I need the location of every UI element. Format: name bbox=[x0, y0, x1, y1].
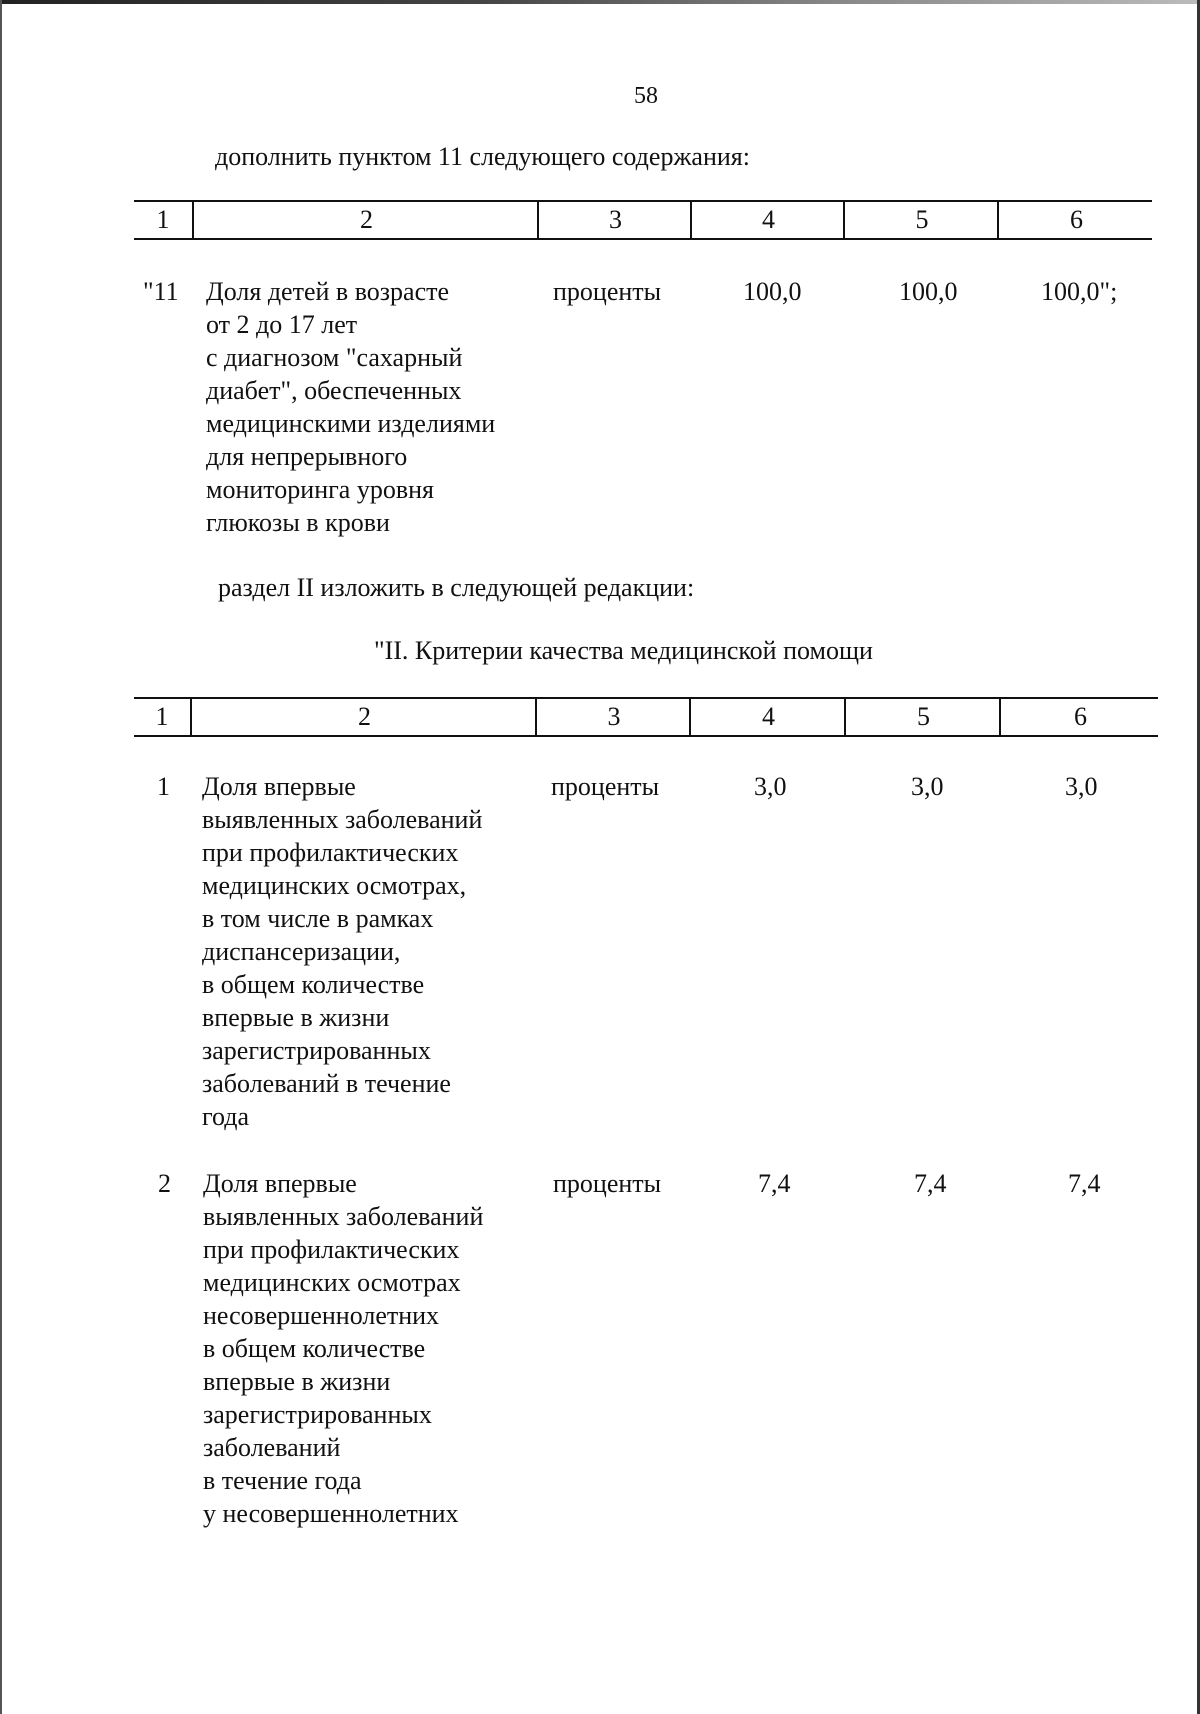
description-line: медицинскими изделиями bbox=[206, 409, 496, 438]
row-description bbox=[203, 1167, 483, 1530]
description-line: Доля детей в возрасте bbox=[206, 277, 450, 306]
description-line: года bbox=[202, 1102, 250, 1131]
header-col-2: 2 bbox=[190, 699, 537, 735]
header-col-5: 5 bbox=[843, 202, 999, 238]
description-line: выявленных заболеваний bbox=[203, 1202, 484, 1231]
row-description bbox=[202, 770, 482, 1133]
description-line: от 2 до 17 лет bbox=[206, 310, 358, 339]
row-value-col4: 100,0 bbox=[743, 277, 802, 306]
row-value-col6: 3,0 bbox=[1065, 772, 1098, 801]
row-description bbox=[206, 275, 495, 539]
description-line: мониторинга уровня bbox=[206, 475, 434, 504]
header-col-1: 1 bbox=[156, 205, 170, 234]
description-line: глюкозы в крови bbox=[206, 508, 390, 537]
page-number: 58 bbox=[634, 83, 658, 109]
description-line: зарегистрированных bbox=[203, 1400, 432, 1429]
description-line: зарегистрированных bbox=[202, 1036, 431, 1065]
description-line: для непрерывного bbox=[206, 442, 408, 471]
header-col-6: 6 bbox=[997, 202, 1154, 238]
header-col-3: 3 bbox=[537, 202, 692, 238]
description-line: Доля впервые bbox=[203, 1169, 357, 1198]
row-unit: проценты bbox=[551, 772, 660, 801]
row-num: 2 bbox=[158, 1169, 171, 1198]
row-value-col5: 3,0 bbox=[911, 772, 944, 801]
description-line: диабет", обеспеченных bbox=[206, 376, 462, 405]
row-value-col4: 7,4 bbox=[758, 1169, 791, 1198]
row-num: "11 bbox=[143, 277, 179, 306]
description-line: заболеваний bbox=[203, 1433, 341, 1462]
description-line: диспансеризации, bbox=[202, 937, 401, 966]
row-value-col5: 7,4 bbox=[914, 1169, 947, 1198]
description-line: при профилактических bbox=[203, 1235, 460, 1264]
description-line: у несовершеннолетних bbox=[203, 1499, 459, 1528]
intro-add-item: дополнить пунктом 11 следующего содержания: bbox=[215, 142, 750, 171]
description-line: впервые в жизни bbox=[202, 1003, 390, 1032]
header-col-2: 2 bbox=[192, 202, 539, 238]
row-value-col4: 3,0 bbox=[754, 772, 787, 801]
description-line: выявленных заболеваний bbox=[202, 805, 483, 834]
table-header-1 bbox=[134, 200, 1152, 240]
header-col-3: 3 bbox=[535, 699, 691, 735]
header-col-5: 5 bbox=[844, 699, 1001, 735]
row-unit: проценты bbox=[553, 277, 662, 306]
description-line: несовершеннолетних bbox=[203, 1301, 440, 1330]
description-line: в общем количестве bbox=[203, 1334, 426, 1363]
intro-section: раздел II изложить в следующей редакции: bbox=[218, 573, 695, 602]
description-line: в том числе в рамках bbox=[202, 904, 434, 933]
scan-edge-top bbox=[0, 0, 1200, 4]
row-value-col6: 100,0"; bbox=[1041, 277, 1118, 306]
section-title: "II. Критерии качества медицинской помощи bbox=[374, 636, 873, 665]
scan-edge-left bbox=[0, 0, 2, 1714]
row-value-col6: 7,4 bbox=[1068, 1169, 1101, 1198]
description-line: впервые в жизни bbox=[203, 1367, 391, 1396]
header-col-6: 6 bbox=[999, 699, 1160, 735]
description-line: в общем количестве bbox=[202, 970, 425, 999]
description-line: в течение года bbox=[203, 1466, 362, 1495]
header-col-4: 4 bbox=[689, 699, 846, 735]
description-line: медицинских осмотрах bbox=[203, 1268, 461, 1297]
table-header-2 bbox=[134, 697, 1158, 737]
row-num: 1 bbox=[157, 772, 170, 801]
description-line: заболеваний в течение bbox=[202, 1069, 451, 1098]
row-value-col5: 100,0 bbox=[899, 277, 958, 306]
header-col-4: 4 bbox=[690, 202, 845, 238]
row-unit: проценты bbox=[553, 1169, 662, 1198]
description-line: при профилактических bbox=[202, 838, 459, 867]
header-col-1: 1 bbox=[155, 702, 169, 731]
description-line: с диагнозом "сахарный bbox=[206, 343, 463, 372]
description-line: Доля впервые bbox=[202, 772, 356, 801]
description-line: медицинских осмотрах, bbox=[202, 871, 467, 900]
